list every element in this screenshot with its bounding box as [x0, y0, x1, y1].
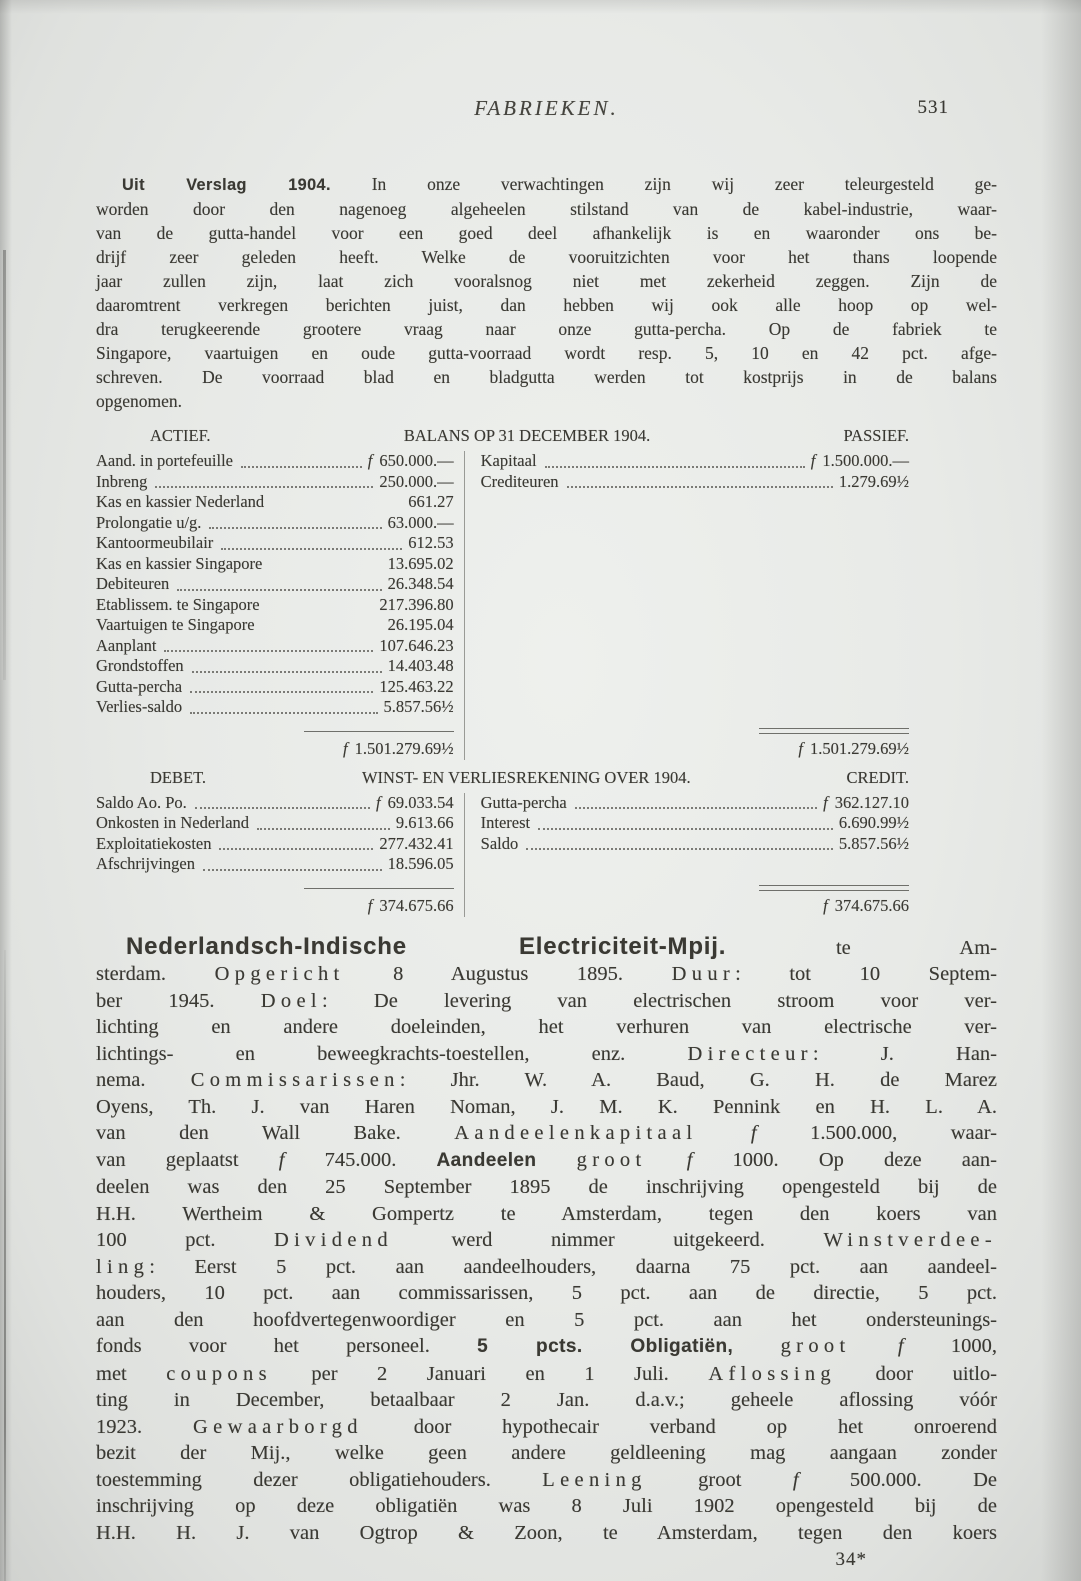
ledger-row-label: Gutta-percha: [96, 676, 183, 696]
ledger-row: [96, 854, 454, 875]
text-segment: Oyens, Th. J. van Haren Noman, J. M. K. Pennink en H. L. A.: [96, 1095, 997, 1118]
ledger-row: [96, 834, 454, 855]
ledger-row: [481, 813, 909, 834]
florin-sign: f: [367, 451, 373, 470]
text-line: [96, 1333, 997, 1361]
total-row: [481, 738, 909, 760]
text-line: [96, 1174, 997, 1201]
text-segment: deelen was den 25 September 1895 de inschrijving opengesteld bij de: [96, 1176, 997, 1198]
text-segment: 745.000.: [284, 1148, 437, 1171]
text-line: [96, 1440, 997, 1467]
ledger-row-value: 650.000.—: [379, 451, 454, 470]
debet-heading: DEBET.: [150, 767, 207, 787]
text-segment: [733, 1335, 780, 1357]
text-line: [96, 1041, 997, 1068]
text-line: [96, 1147, 997, 1175]
total-row: [96, 895, 454, 917]
ledger-row-value: 63.000.—: [387, 512, 454, 532]
total-rule: [759, 728, 909, 734]
text-segment: met: [96, 1362, 167, 1385]
dotted-leader: [526, 848, 833, 850]
ledger-row-value: 107.646.23: [379, 635, 454, 655]
dotted-leader: [155, 486, 373, 488]
dotted-leader: [209, 527, 381, 529]
total-value: 1.501.279.69½: [810, 738, 909, 758]
spaced-term: Dividend: [273, 1229, 393, 1251]
balance-title: BALANS OP 31 DECEMBER 1904.: [403, 426, 651, 445]
florin-sign: f: [376, 792, 381, 812]
ledger-row-label: Kas en kassier Nederland: [96, 492, 265, 511]
dotted-leader: [241, 466, 362, 468]
text-segment: 100 pct.: [96, 1229, 274, 1251]
total-value: 1.501.279.69½: [354, 738, 454, 758]
ledger-row-value: 26.348.54: [387, 574, 454, 593]
text-segment: inschrijving op deze obligatiën was 8 Juli 1902 opengesteld bij de: [96, 1495, 997, 1517]
text-line: [96, 1201, 997, 1228]
ledger-row-value: 14.403.48: [387, 656, 454, 675]
dotted-leader: [575, 807, 817, 809]
text-line: [96, 1280, 997, 1307]
text-segment: : J. Han-: [812, 1042, 997, 1065]
credit-column: [465, 793, 997, 917]
florin-sign: f: [798, 738, 803, 758]
text-segment: 500.000. De: [798, 1468, 997, 1491]
dotted-leader: [538, 828, 833, 830]
text-segment: ber 1945.: [96, 989, 261, 1012]
total-rule: [304, 731, 454, 734]
total-rule: [759, 885, 909, 891]
text-segment: schreven. De voorraad blad en bladgutta werden tot kostprijs in de balans: [96, 367, 997, 387]
florin-sign: f: [823, 792, 828, 812]
spaced-term: groot: [780, 1335, 851, 1357]
text-line: [96, 1361, 997, 1388]
ledger-row-value: 18.596.05: [387, 854, 454, 873]
company-entry: [96, 934, 997, 1547]
text-line: [96, 269, 997, 293]
text-segment: van geplaatst: [96, 1148, 279, 1171]
balance-right-heading: PASSIEF.: [843, 426, 909, 445]
actief-column: [96, 451, 465, 760]
ledger-row-label: Crediteuren: [480, 471, 559, 491]
ledger-row: [96, 451, 454, 472]
florin-sign: f: [646, 1148, 733, 1171]
dotted-leader: [164, 650, 373, 652]
text-segment: : De levering van electrischen stroom voor ver-: [321, 989, 997, 1012]
text-segment: dra terugkeerende grootere vraag naar onze gutta-percha. Op de fabriek te: [96, 319, 997, 339]
ledger-row-value: 1.500.000.—: [822, 451, 909, 470]
dotted-leader: [257, 828, 390, 830]
ledger-row: [481, 834, 909, 855]
text-segment: 1923.: [96, 1415, 193, 1438]
text-segment: groot: [646, 1468, 793, 1491]
ledger-row-label: Etablissem. te Singapore: [96, 594, 260, 614]
ledger-row: [96, 615, 454, 636]
ledger-row-label: Onkosten in Nederland: [96, 813, 250, 832]
spaced-term: Leening: [542, 1468, 647, 1491]
balance-columns: [96, 451, 997, 760]
text-segment: fonds voor het personeel.: [96, 1335, 478, 1357]
ledger-row-label: Kas en kassier Singapore: [96, 553, 263, 573]
dotted-leader: [190, 712, 377, 714]
ledger-row: [96, 492, 454, 513]
ledger-row-label: Afschrijvingen: [96, 854, 195, 873]
text-segment: : tot 10 Septem-: [735, 963, 997, 985]
ledger-row-label: Debiteuren: [96, 574, 170, 593]
text-line: [96, 988, 997, 1015]
ledger-row: [96, 813, 454, 834]
dotted-leader: [177, 589, 381, 591]
florin-sign: f: [697, 1122, 811, 1144]
profit-loss-header: [96, 765, 997, 790]
chapter-title: FABRIEKEN.: [474, 96, 619, 120]
text-segment: door uitlo-: [836, 1362, 997, 1385]
company-name: Nederlandsch-Indische Electriciteit-Mpij.: [126, 932, 727, 960]
ledger-row: [96, 595, 454, 616]
credit-total: [481, 872, 909, 917]
text-segment: bezit der Mij., welke geen andere geldleening mag aangaan zonder: [96, 1442, 997, 1464]
ledger-row: [96, 636, 454, 657]
text-segment: nema.: [96, 1069, 191, 1091]
ledger-row-label: Interest: [480, 813, 531, 832]
running-head: [96, 96, 997, 124]
ledger-row-value: 250.000.—: [379, 471, 454, 491]
total-row: [481, 895, 909, 917]
bold-term: 5 pcts. Obligatiën,: [477, 1336, 734, 1357]
florin-sign: f: [850, 1335, 951, 1357]
debet-total: [96, 875, 454, 917]
ledger-row-value: 612.53: [408, 533, 454, 552]
text-line: [96, 1254, 997, 1281]
ledger-row: [96, 513, 454, 534]
ledger-row-label: Exploitatiekosten: [96, 833, 212, 853]
signature-mark: 34*: [835, 1549, 867, 1570]
text-segment: : Eerst 5 pct. aan aandeelhouders, daarna 75 pct. aan aandeel-: [149, 1255, 997, 1278]
ledger-row-label: Saldo Ao. Po.: [96, 792, 187, 812]
text-line: [96, 1467, 997, 1494]
florin-sign: f: [367, 895, 373, 915]
text-segment: werd nimmer uitgekeerd.: [392, 1229, 824, 1251]
text-line: [96, 961, 997, 988]
total-row: [96, 738, 454, 760]
total-value: 374.675.66: [834, 895, 909, 915]
florin-sign: f: [792, 1468, 799, 1491]
text-segment: jaar zullen zijn, laat zich vooralsnog niet met zekerheid zeggen. Zijn de: [96, 271, 997, 291]
bold-term: Uit Verslag 1904.: [122, 176, 331, 194]
spaced-term: ling: [96, 1255, 150, 1278]
text-line: [96, 1120, 997, 1147]
ledger-row: [481, 472, 909, 493]
balance-left-heading: ACTIEF.: [150, 426, 211, 445]
ledger-row-label: Kantoormeubilair: [96, 533, 214, 552]
ledger-row: [481, 451, 909, 472]
spaced-term: Winstverdee-: [823, 1229, 997, 1251]
ledger-row-label: Inbreng: [96, 471, 148, 491]
text-segment: Singapore, vaartuigen en oude gutta-voorraad wordt resp. 5, 10 en 42 pct. afge-: [96, 343, 997, 363]
page-number: 531: [917, 97, 949, 118]
ledger-row: [96, 533, 454, 554]
text-segment: H.H. H. J. van Ogtrop & Zoon, te Amsterdam, tegen den koers: [96, 1521, 997, 1544]
text-line: [96, 293, 997, 317]
text-line: [96, 1307, 997, 1334]
ledger-row-value: 13.695.02: [387, 553, 454, 573]
spaced-term: Commissarissen: [190, 1069, 400, 1091]
spaced-term: Aflossing: [708, 1362, 837, 1385]
text-segment: : Jhr. W. A. Baud, G. H. de Marez: [399, 1069, 997, 1091]
text-segment: daaromtrent verkregen berichten juist, dan hebben wij ook alle hoop op wel-: [96, 295, 997, 315]
passief-total: [481, 715, 909, 760]
ledger-row-label: Vaartuigen te Singapore: [96, 615, 255, 634]
text-line: [96, 389, 997, 413]
dotted-leader: [545, 466, 805, 468]
ledger-row-label: Grondstoffen: [96, 656, 184, 675]
ledger-row-label: Kapitaal: [480, 451, 537, 470]
balance-sheet: [96, 423, 997, 760]
text-segment: te Am-: [726, 936, 997, 959]
bold-term: Aandeelen: [436, 1149, 537, 1171]
ledger-row: [96, 677, 454, 698]
text-segment: H.H. Wertheim & Gompertz te Amsterdam, tegen den koers van: [96, 1202, 997, 1225]
ledger-row-value: 26.195.04: [387, 615, 454, 634]
ledger-row-label: Gutta-percha: [480, 792, 567, 812]
text-segment: per 2 Januari en 1 Juli.: [271, 1362, 709, 1385]
text-segment: toestemming dezer obligatiehouders.: [96, 1468, 543, 1491]
spaced-term: Opgericht: [214, 963, 345, 985]
ledger-row: [481, 793, 909, 814]
text-segment: 1000,: [950, 1335, 997, 1357]
text-segment: van den Wall Bake.: [96, 1122, 455, 1144]
text-line: [96, 172, 997, 197]
text-line: [96, 1414, 997, 1441]
text-segment: door hypothecair verband op het onroerend: [362, 1415, 998, 1438]
balance-header: [96, 423, 997, 448]
ledger-row-value: 5.857.56½: [838, 833, 909, 853]
page-footer: [96, 1549, 997, 1571]
florin-sign: f: [810, 451, 816, 470]
spaced-term: coupons: [166, 1362, 272, 1385]
text-segment: lichtings- en beweegkrachts-toestellen, enz.: [96, 1042, 688, 1065]
ledger-row-value: 217.396.80: [379, 594, 454, 614]
text-line: [96, 1067, 997, 1094]
text-segment: [536, 1149, 576, 1171]
dotted-leader: [192, 671, 382, 673]
text-line: [96, 1387, 997, 1414]
text-line: [96, 245, 997, 269]
text-line: [96, 1520, 997, 1547]
text-segment: worden door den nagenoeg algeheelen stilstand van de kabel-industrie, waar-: [96, 199, 997, 219]
text-segment: van de gutta-handel voor een goed deel afhankelijk is en waaronder ons be-: [96, 223, 997, 243]
text-line: [96, 341, 997, 365]
text-line: [96, 934, 997, 962]
ledger-row-value: 661.27: [408, 492, 454, 511]
spaced-term: Aandeelenkapitaal: [454, 1122, 698, 1144]
total-rule: [304, 888, 454, 891]
total-value: 374.675.66: [379, 895, 454, 915]
ledger-row: [96, 554, 454, 575]
text-segment: sterdam.: [96, 963, 215, 985]
ledger-row: [96, 472, 454, 493]
text-line: [96, 221, 997, 245]
spaced-term: Directeur: [687, 1042, 813, 1065]
ledger-row-value: 1.279.69½: [838, 471, 909, 491]
text-segment: 8 Augustus 1895.: [344, 963, 672, 985]
florin-sign: f: [343, 738, 348, 758]
florin-sign: f: [823, 895, 828, 915]
text-line: [96, 317, 997, 341]
spaced-term: Duur: [671, 963, 736, 985]
dotted-leader: [219, 848, 373, 850]
text-line: [96, 1493, 997, 1520]
text-segment: aan den hoofdvertegenwoordiger en 5 pct. aan het ondersteunings-: [96, 1308, 997, 1331]
florin-sign: f: [278, 1148, 285, 1171]
text-segment: ting in December, betaalbaar 2 Jan. d.a.v.; geheele aflossing vóór: [96, 1389, 997, 1411]
ledger-row-value: 125.463.22: [379, 676, 454, 696]
spaced-term: Doel: [260, 989, 322, 1012]
ledger-row-value: 277.432.41: [379, 833, 454, 853]
profit-loss-title: WINST- EN VERLIESREKENING OVER 1904.: [361, 767, 691, 787]
text-line: [96, 1094, 997, 1121]
actief-total: [96, 718, 454, 760]
text-segment: 1000. Op deze aan-: [732, 1148, 997, 1171]
dotted-leader: [190, 691, 373, 693]
ledger-row-label: Aanplant: [96, 635, 157, 655]
dotted-leader: [195, 807, 370, 809]
spaced-term: Gewaarborgd: [193, 1415, 363, 1438]
ledger-row-value: 69.033.54: [387, 792, 454, 812]
passief-column: [465, 451, 997, 760]
ledger-row: [96, 656, 454, 677]
text-segment: drijf zeer geleden heeft. Welke de vooruitzichten voor het thans loopende: [96, 247, 997, 267]
ledger-row-label: Prolongatie u/g.: [96, 512, 202, 532]
ledger-row-label: Saldo: [480, 833, 519, 853]
ledger-row: [96, 574, 454, 595]
text-line: [96, 197, 997, 221]
text-segment: In onze verwachtingen zijn wij zeer teleurgesteld ge-: [330, 174, 997, 194]
debet-column: [96, 793, 465, 917]
text-segment: 1.500.000, waar-: [810, 1122, 997, 1144]
ledger-row-value: 6.690.99½: [838, 813, 909, 832]
report-paragraph: [96, 172, 997, 413]
ledger-row-label: Aand. in portefeuille: [96, 451, 233, 470]
ledger-row-value: 9.613.66: [395, 813, 454, 832]
text-segment: lichting en andere doeleinden, het verhuren van electrische ver-: [96, 1016, 997, 1038]
dotted-leader: [203, 869, 382, 871]
ledger-row-value: 5.857.56½: [383, 697, 454, 716]
text-segment: opgenomen.: [96, 391, 183, 411]
profit-loss-statement: [96, 765, 997, 917]
text-line: [96, 1014, 997, 1041]
profit-loss-columns: [96, 793, 997, 917]
credit-heading: CREDIT.: [846, 767, 909, 787]
dotted-leader: [567, 486, 833, 488]
text-line: [96, 1227, 997, 1254]
ledger-row-value: 362.127.10: [834, 792, 909, 812]
ledger-row-label: Verlies-saldo: [96, 697, 183, 716]
ledger-row: [96, 697, 454, 718]
dotted-leader: [221, 548, 402, 550]
ledger-row: [96, 793, 454, 814]
text-line: [96, 365, 997, 389]
text-segment: houders, 10 pct. aan commissarissen, 5 pct. aan de directie, 5 pct.: [96, 1282, 997, 1304]
spaced-term: groot: [576, 1148, 647, 1171]
